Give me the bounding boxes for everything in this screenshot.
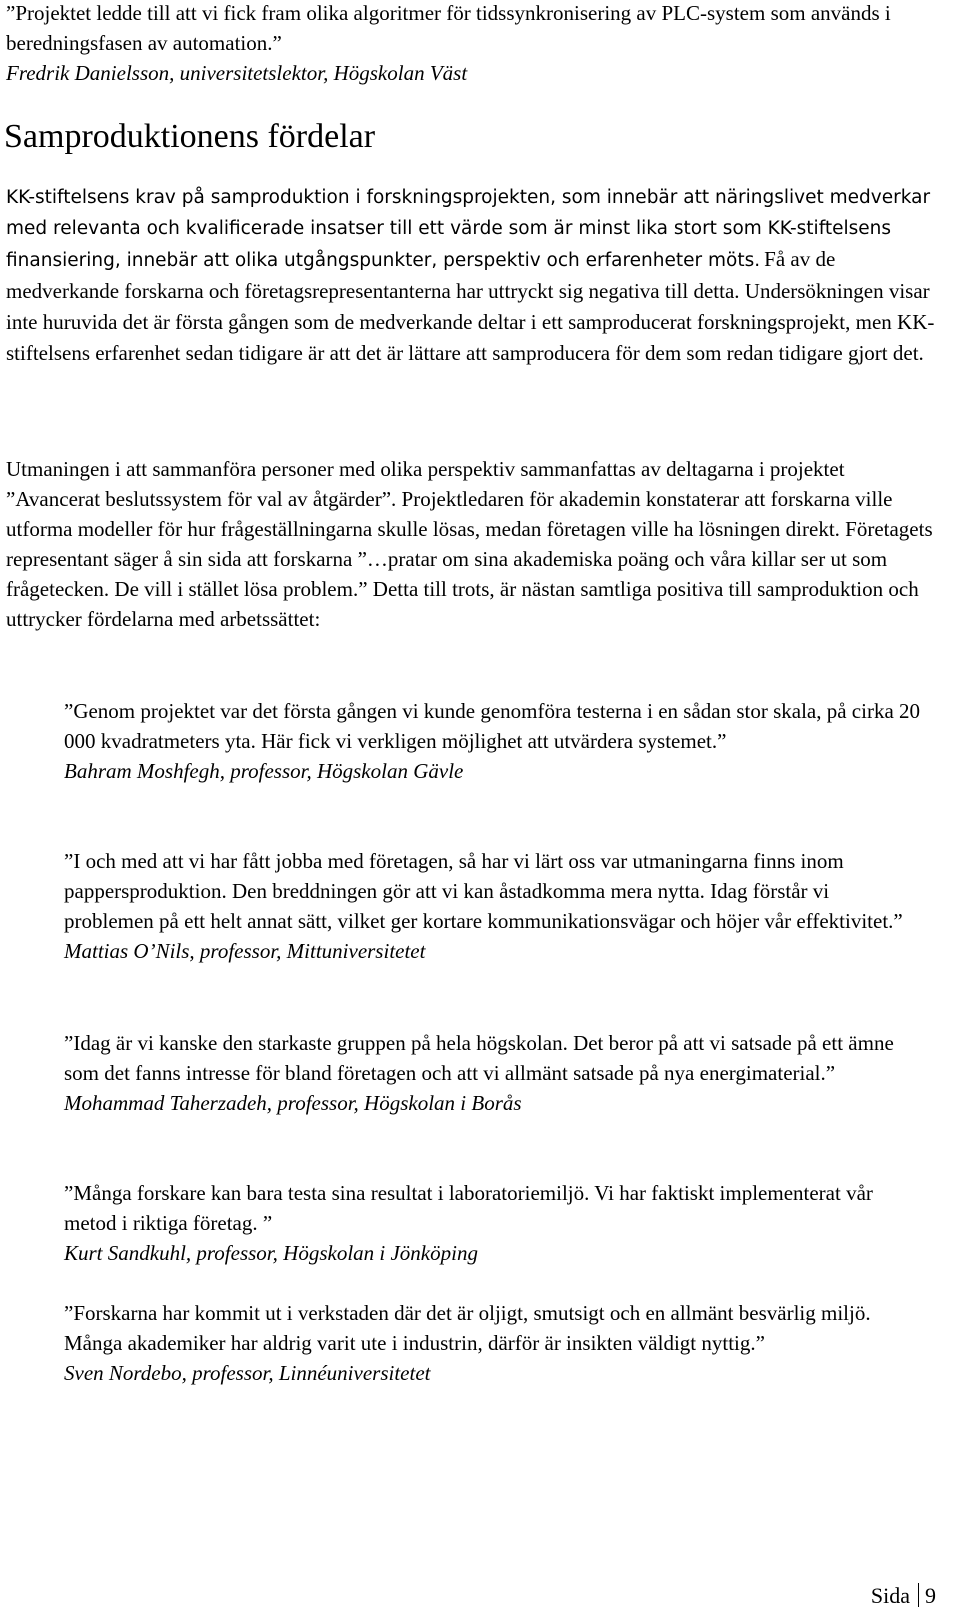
quote-attribution: Mohammad Taherzadeh, professor, Högskolan i Borås [64, 1091, 522, 1115]
quote-attribution: Mattias O’Nils, professor, Mittuniversitetet [64, 939, 426, 963]
quote-block [64, 696, 924, 786]
footer-separator [918, 1583, 919, 1607]
page-footer [871, 1582, 936, 1610]
footer-label: Sida [870, 1583, 910, 1608]
intro-quote-text: ”Projektet ledde till att vi fick fram olika algoritmer för tidssynkronisering av PLC-system som används i beredningsfasen av automation.” [6, 1, 891, 55]
quote-block [64, 1298, 924, 1388]
page-number: 9 [925, 1583, 936, 1608]
quote-block [64, 1178, 924, 1268]
quote-text: ”Genom projektet var det första gången vi kunde genomföra testerna i en sådan stor skala, på cirka 20 000 kvadratmeters yta. Här fick vi verkligen möjlighet att utvärdera systemet.” [64, 699, 921, 753]
quote-attribution: Bahram Moshfegh, professor, Högskolan Gävle [64, 759, 464, 783]
quote-text: ”I och med att vi har fått jobba med företagen, så har vi lärt oss var utmaningarna finns inom pappersproduktion. Den breddningen gör att vi kan åstadkomma mera nytta. Idag förstår vi problemen på ett helt annat sätt, vilket ger kortare kommunikationsvägar och höjer vår effektivitet.” [64, 849, 903, 933]
quote-attribution: Sven Nordebo, professor, Linnéuniversitetet [64, 1361, 431, 1385]
quote-text: ”Forskarna har kommit ut i verkstaden där det är oljigt, smutsigt och en allmänt besvärlig miljö. Många akademiker har aldrig varit ute i industrin, därför är insikten väldigt nyttig.” [64, 1301, 871, 1355]
quote-block [64, 846, 924, 966]
paragraph-1-serif-part: Få av de medverkande forskarna och företagsrepresentanterna har uttryckt sig negativa till detta. Undersökningen visar inte huruvida det är första gången som de medverkande deltar i ett samproducerat forskningsprojekt, men KK-stiftelsens erfarenhet sedan tidigare är att det är lättare att samproducera för dem som redan tidigare gjort det. [6, 247, 935, 365]
section-heading: Samproduktionens fördelar [4, 118, 376, 155]
intro-quote [6, 0, 941, 88]
quote-attribution: Kurt Sandkuhl, professor, Högskolan i Jönköping [64, 1241, 478, 1265]
paragraph-2: Utmaningen i att sammanföra personer med olika perspektiv sammanfattas av deltagarna i projektet ”Avancerat beslutssystem för val av åtgärder”. Projektledaren för akademin konstaterar att forskarna ville utforma modeller för hur frågeställningarna skulle lösas, medan företagen ville ha lösningen direkt. Företagets representant säger å sin sida att forskarna ”…pratar om sina akademiska poäng och våra killar ser ut som frågetecken. De vill i stället lösa problem.” Detta till trots, är nästan samtliga positiva till samproduktion och uttrycker fördelarna med arbetssättet: [6, 457, 933, 631]
quote-block [64, 1028, 924, 1118]
paragraph-1 [6, 182, 941, 369]
quote-text: ”Många forskare kan bara testa sina resultat i laboratoriemiljö. Vi har faktiskt implementerat vår metod i riktiga företag. ” [64, 1181, 873, 1235]
intro-quote-attribution: Fredrik Danielsson, universitetslektor, Högskolan Väst [6, 61, 468, 85]
paragraph-1-sans-part: KK-stiftelsens krav på samproduktion i forskningsprojekten, som innebär att näringslivet medverkar med relevanta och kvalificerade insatser till ett värde som är minst lika stort som KK-stiftelsens finansiering, innebär att olika utgångspunkter, perspektiv och erfarenheter möts. [6, 187, 931, 271]
quote-text: ”Idag är vi kanske den starkaste gruppen på hela högskolan. Det beror på att vi satsade på ett ämne som det fanns intresse för bland företagen och att vi allmänt satsade på nya energimaterial.” [64, 1031, 894, 1085]
